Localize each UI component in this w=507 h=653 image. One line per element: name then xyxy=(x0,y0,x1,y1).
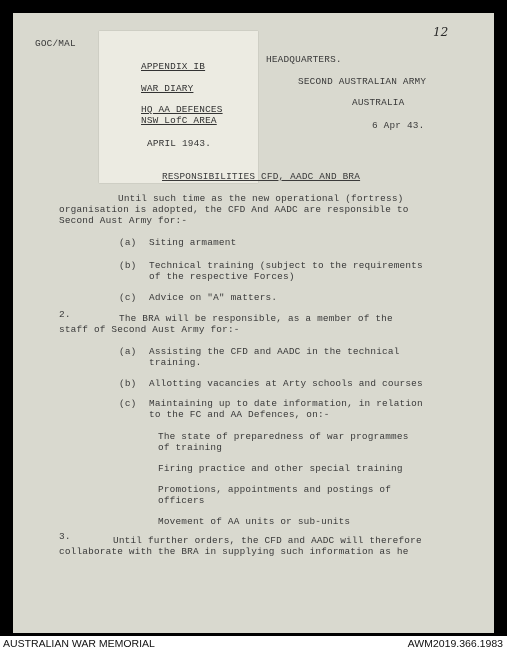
para2-line-2: staff of Second Aust Army for:- xyxy=(59,324,240,335)
slip-line-2: WAR DIARY xyxy=(141,83,194,94)
para1-line-1: Until such time as the new operational (fortress) xyxy=(118,193,404,204)
para1-line-2: organisation is adopted, the CFD And AADC are responsible to xyxy=(59,204,409,215)
list2-item-c-line-2: to the FC and AA Defences, on:- xyxy=(149,409,330,420)
list1-item-b-line-1: Technical training (subject to the requirements xyxy=(149,260,423,271)
slip-line-5: APRIL 1943. xyxy=(147,138,212,149)
footer-accession-number: AWM2019.366.1983 xyxy=(407,638,503,650)
para3-line-1: Until further orders, the CFD and AADC will therefore xyxy=(113,535,422,546)
document-title: RESPONSIBILITIES CFD, AADC AND BRA xyxy=(162,171,361,182)
list1-mark-c: (c) xyxy=(119,292,137,303)
subitem-1-line-1: The state of preparedness of war programmes xyxy=(158,431,409,442)
list2-mark-b: (b) xyxy=(119,378,137,389)
para2-number: 2. xyxy=(59,309,71,320)
header-line-1: HEADQUARTERS. xyxy=(266,54,342,65)
subitem-1-line-2: of training xyxy=(158,442,223,453)
page-number: 12 xyxy=(433,25,449,39)
list1-item-c: Advice on "A" matters. xyxy=(149,292,278,303)
list1-mark-b: (b) xyxy=(119,260,137,271)
list1-item-b-line-2: of the respective Forces) xyxy=(149,271,295,282)
list2-mark-a: (a) xyxy=(119,346,137,357)
archive-footer xyxy=(0,636,507,653)
header-line-3: AUSTRALIA xyxy=(352,97,405,108)
document-page xyxy=(13,13,494,633)
para1-line-3: Second Aust Army for:- xyxy=(59,215,188,226)
footer-institution: AUSTRALIAN WAR MEMORIAL xyxy=(3,638,155,650)
list2-item-b: Allotting vacancies at Arty schools and courses xyxy=(149,378,423,389)
list1-item-a: Siting armament xyxy=(149,237,237,248)
para2-line-1: The BRA will be responsible, as a member of the xyxy=(119,313,393,324)
header-date: 6 Apr 43. xyxy=(372,120,425,131)
slip-line-4: NSW LofC AREA xyxy=(141,115,217,126)
para3-number: 3. xyxy=(59,531,71,542)
reference-code: GOC/MAL xyxy=(35,38,76,49)
subitem-4: Movement of AA units or sub-units xyxy=(158,516,351,527)
list2-mark-c: (c) xyxy=(119,398,137,409)
list1-mark-a: (a) xyxy=(119,237,137,248)
subitem-3-line-2: officers xyxy=(158,495,205,506)
list2-item-a-line-1: Assisting the CFD and AADC in the technical xyxy=(149,346,400,357)
subitem-2: Firing practice and other special training xyxy=(158,463,403,474)
subitem-3-line-1: Promotions, appointments and postings of xyxy=(158,484,392,495)
list2-item-a-line-2: training. xyxy=(149,357,202,368)
para3-line-2: collaborate with the BRA in supplying such information as he xyxy=(59,546,409,557)
appendix-slip xyxy=(99,31,258,183)
list2-item-c-line-1: Maintaining up to date information, in relation xyxy=(149,398,423,409)
slip-line-3: HQ AA DEFENCES xyxy=(141,104,223,115)
header-line-2: SECOND AUSTRALIAN ARMY xyxy=(298,76,427,87)
slip-line-1: APPENDIX IB xyxy=(141,61,206,72)
